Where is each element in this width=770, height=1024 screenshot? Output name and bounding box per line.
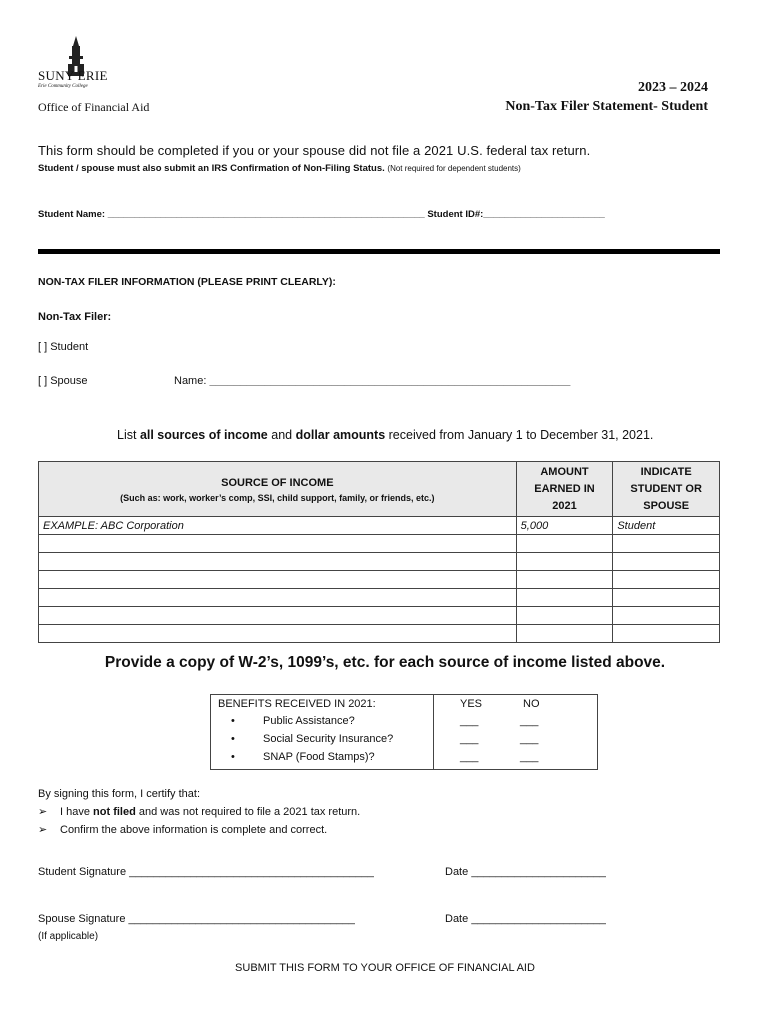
instruction-text: List bbox=[117, 428, 140, 442]
income-instruction bbox=[117, 428, 653, 442]
amount-cell[interactable]: 5,000 bbox=[516, 517, 613, 535]
social-security-no-field[interactable]: ___ bbox=[520, 733, 539, 745]
who-cell[interactable] bbox=[613, 589, 720, 607]
certify-emphasis: not filed bbox=[93, 806, 136, 818]
bullet-icon: • bbox=[231, 733, 235, 745]
yes-column-header: YES bbox=[460, 698, 483, 710]
source-header-hint: (Such as: work, worker’s comp, SSI, child support, family, or friends, etc.) bbox=[120, 492, 435, 503]
source-header-label: SOURCE OF INCOME bbox=[221, 476, 334, 489]
spouse-date-field[interactable]: ______________________ bbox=[471, 913, 606, 925]
instruction-text: received from January 1 to December 31, 2021. bbox=[385, 428, 654, 442]
student-id-field[interactable]: _______________________ bbox=[483, 209, 605, 220]
student-date-field[interactable]: ______________________ bbox=[471, 866, 606, 878]
academic-year: 2023 – 2024 bbox=[638, 80, 708, 95]
student-info-line bbox=[38, 209, 605, 220]
no-column-header: NO bbox=[523, 698, 540, 710]
section-divider bbox=[38, 249, 720, 254]
source-cell[interactable] bbox=[39, 589, 517, 607]
spouse-signature-label: Spouse Signature bbox=[38, 913, 126, 925]
snap-no-field[interactable]: ___ bbox=[520, 751, 539, 763]
irs-requirement-note: (Not required for dependent students) bbox=[387, 164, 521, 173]
amount-cell[interactable] bbox=[516, 607, 613, 625]
suny-erie-logo bbox=[38, 36, 138, 96]
amount-cell[interactable] bbox=[516, 589, 613, 607]
benefit-item-snap bbox=[231, 751, 375, 763]
benefit-label: Public Assistance? bbox=[263, 715, 355, 727]
spouse-name-label: Name: bbox=[174, 375, 207, 387]
provide-copy-notice: Provide a copy of W-2’s, 1099’s, etc. for each source of income listed above. bbox=[104, 654, 666, 671]
instruction-emphasis-sources: all sources of income bbox=[139, 428, 268, 442]
certify-text: and was not required to file a 2021 tax return. bbox=[135, 806, 361, 818]
instruction-emphasis-amounts: dollar amounts bbox=[295, 428, 386, 442]
benefit-label: Social Security Insurance? bbox=[263, 733, 394, 745]
source-cell[interactable] bbox=[39, 607, 517, 625]
income-table bbox=[38, 461, 720, 643]
source-cell[interactable] bbox=[39, 535, 517, 553]
student-signature-field[interactable]: ________________________________________ bbox=[129, 866, 374, 878]
snap-yes-field[interactable]: ___ bbox=[460, 751, 479, 763]
table-row bbox=[39, 517, 720, 535]
benefits-divider bbox=[433, 695, 434, 769]
source-cell[interactable] bbox=[39, 553, 517, 571]
who-cell[interactable] bbox=[613, 553, 720, 571]
submit-instruction: SUBMIT THIS FORM TO YOUR OFFICE OF FINANCIAL AID bbox=[235, 962, 535, 974]
source-cell[interactable] bbox=[39, 625, 517, 643]
arrow-bullet-icon: ➢ bbox=[38, 824, 48, 836]
logo-text: SUNY ERIE bbox=[38, 68, 108, 83]
who-cell[interactable] bbox=[613, 571, 720, 589]
table-row bbox=[39, 535, 720, 553]
who-cell[interactable] bbox=[613, 607, 720, 625]
student-date-line bbox=[445, 866, 606, 878]
arrow-bullet-icon: ➢ bbox=[38, 806, 48, 818]
student-name-label: Student Name: bbox=[38, 209, 106, 220]
spouse-name-line bbox=[174, 375, 570, 387]
benefit-item-social-security bbox=[231, 733, 393, 745]
benefit-label: SNAP (Food Stamps)? bbox=[263, 751, 375, 763]
student-signature-label: Student Signature bbox=[38, 866, 127, 878]
amount-cell[interactable] bbox=[516, 553, 613, 571]
student-date-label: Date bbox=[445, 866, 469, 878]
irs-requirement-text: Student / spouse must also submit an IRS Confirmation of Non-Filing Status. bbox=[38, 163, 385, 174]
nontax-filer-label: Non-Tax Filer: bbox=[38, 311, 112, 323]
source-column-header bbox=[39, 462, 517, 517]
bullet-icon: • bbox=[231, 715, 235, 727]
table-row bbox=[39, 589, 720, 607]
benefit-item-public-assistance bbox=[231, 715, 355, 727]
table-row bbox=[39, 553, 720, 571]
benefits-heading: BENEFITS RECEIVED IN 2021: bbox=[218, 698, 376, 710]
spouse-date-line bbox=[445, 913, 606, 925]
spouse-signature-line bbox=[38, 913, 355, 925]
office-name: Office of Financial Aid bbox=[38, 100, 150, 114]
who-cell[interactable] bbox=[613, 535, 720, 553]
source-cell[interactable]: EXAMPLE: ABC Corporation bbox=[39, 517, 517, 535]
benefits-box bbox=[210, 694, 598, 770]
form-title: Non-Tax Filer Statement- Student bbox=[505, 99, 708, 114]
social-security-yes-field[interactable]: ___ bbox=[460, 733, 479, 745]
certify-item-not-filed bbox=[38, 805, 360, 818]
bullet-icon: • bbox=[231, 751, 235, 763]
if-applicable-note: (If applicable) bbox=[38, 931, 99, 942]
spouse-date-label: Date bbox=[445, 913, 469, 925]
student-name-field[interactable]: ____________________________________________________________ bbox=[107, 209, 425, 220]
student-checkbox[interactable]: [ ] Student bbox=[38, 341, 89, 353]
amount-cell[interactable] bbox=[516, 535, 613, 553]
instruction-text: and bbox=[267, 428, 296, 442]
certify-item-confirm bbox=[38, 823, 327, 836]
student-signature-line bbox=[38, 866, 374, 878]
certify-intro: By signing this form, I certify that: bbox=[38, 788, 201, 800]
indicate-column-header: INDICATE STUDENT OR SPOUSE bbox=[613, 462, 720, 517]
table-row bbox=[39, 607, 720, 625]
table-row bbox=[39, 625, 720, 643]
table-row bbox=[39, 571, 720, 589]
who-cell[interactable] bbox=[613, 625, 720, 643]
source-cell[interactable] bbox=[39, 571, 517, 589]
spouse-name-field[interactable]: ___________________________________________________________ bbox=[209, 375, 571, 387]
certify-text: Confirm the above information is complete and correct. bbox=[60, 824, 328, 836]
amount-cell[interactable] bbox=[516, 571, 613, 589]
intro-text: This form should be completed if you or your spouse did not file a 2021 U.S. federal tax return. bbox=[38, 143, 591, 158]
amount-cell[interactable] bbox=[516, 625, 613, 643]
certify-text: I have bbox=[60, 806, 94, 818]
student-id-label: Student ID#: bbox=[427, 209, 484, 220]
public-assistance-no-field[interactable]: ___ bbox=[520, 715, 539, 727]
irs-requirement bbox=[38, 163, 521, 174]
spouse-signature-field[interactable]: _____________________________________ bbox=[128, 913, 355, 925]
public-assistance-yes-field[interactable]: ___ bbox=[460, 715, 479, 727]
who-cell[interactable]: Student bbox=[613, 517, 720, 535]
spouse-checkbox[interactable]: [ ] Spouse bbox=[38, 375, 88, 387]
amount-column-header: AMOUNT EARNED IN 2021 bbox=[516, 462, 613, 517]
logo-subtext: Erie Community College bbox=[38, 84, 88, 89]
nontax-section-heading: NON-TAX FILER INFORMATION (PLEASE PRINT CLEARLY): bbox=[38, 276, 336, 288]
